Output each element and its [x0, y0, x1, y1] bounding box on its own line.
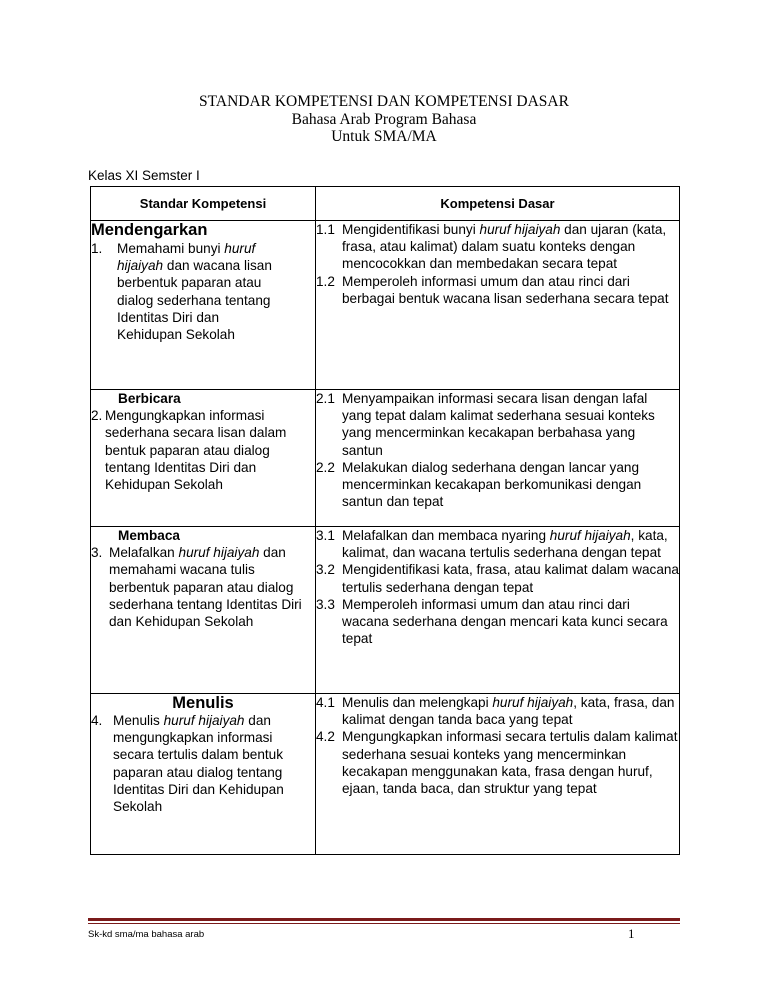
sk-text: Melafalkan huruf hijaiyah dan memahami wacana tulis berbentuk paparan atau dialog sederhana tentang Identitas Diri dan Kehidupan Sekolah: [109, 545, 302, 630]
kd-text: Mengidentifikasi bunyi huruf hijaiyah dan ujaran (kata, frasa, atau kalimat) dalam suatu konteks dengan mencocokkan dan membedakan secara tepat: [342, 222, 667, 272]
section-title: Berbicara: [118, 391, 181, 406]
kd-text: Menyampaikan informasi secara lisan dengan lafal yang tepat dalam kalimat sederhana sesuai konteks yang mencerminkan kecakapan berbahasa yang santun: [342, 391, 655, 458]
sk-text: Menulis huruf hijaiyah dan mengungkapkan informasi secara tertulis dalam bentuk paparan atau dialog tentang Identitas Diri dan Kehidupan Sekolah: [113, 713, 284, 815]
kompetensi-dasar-cell: [316, 694, 680, 855]
table-row: [91, 694, 680, 855]
title-line-3: Untuk SMA/MA: [331, 128, 437, 145]
standar-kompetensi-cell: [91, 390, 316, 527]
sk-text: Memahami bunyi huruf hijaiyah dan wacana lisan berbentuk paparan atau dialog sederhana tentang Identitas Diri dan Kehidupan Sekolah: [117, 241, 272, 343]
sk-item: [91, 407, 315, 493]
standar-kompetensi-cell: [91, 694, 316, 855]
kd-number: 3.3: [316, 596, 335, 612]
kd-item: [316, 390, 679, 459]
sk-text: Mengungkapkan informasi sederhana secara lisan dalam bentuk paparan atau dialog tentang Identitas Diri dan Kehidupan Sekolah: [105, 408, 287, 493]
title-line-2: Bahasa Arab Program Bahasa: [291, 110, 477, 128]
standar-kompetensi-cell: [91, 221, 316, 390]
kd-item: [316, 728, 679, 797]
sk-number: 2.: [91, 408, 103, 424]
kd-item: [316, 527, 679, 561]
document-title: [90, 93, 678, 146]
sk-number: 4.: [91, 713, 103, 728]
section-title: Menulis: [172, 694, 234, 712]
kd-text: Memperoleh informasi umum dan atau rinci dari wacana sederhana dengan mencari kata kunci secara tepat: [342, 596, 668, 647]
page-number: 1: [628, 926, 635, 941]
kd-item: [316, 459, 679, 511]
kd-item: [316, 694, 679, 728]
sk-item: [91, 240, 315, 343]
footer-document-name: Sk-kd sma/ma bahasa arab: [88, 929, 205, 940]
sk-number: 3.: [91, 545, 103, 561]
kd-number: 2.2: [316, 459, 335, 475]
competency-table: [90, 186, 680, 855]
kd-item: [316, 221, 679, 273]
kd-item: [316, 596, 679, 648]
table-row: [91, 527, 680, 694]
table-row: [91, 221, 680, 390]
kd-text: Memperoleh informasi umum dan atau rinci dari berbagai bentuk wacana lisan sederhana secara tepat: [342, 273, 669, 306]
kd-number: 3.2: [316, 562, 335, 578]
sk-number: 1.: [91, 241, 103, 256]
sk-item: [91, 712, 315, 815]
class-label: Kelas XI Semster I: [88, 168, 200, 183]
standar-kompetensi-cell: [91, 527, 316, 694]
header-standar-kompetensi: Standar Kompetensi: [91, 187, 316, 221]
table-header-row: [91, 187, 680, 221]
kd-number: 2.1: [316, 391, 335, 406]
kd-text: Melafalkan dan membaca nyaring huruf hijaiyah, kata, kalimat, dan wacana tertulis sederhana dengan tepat: [342, 528, 668, 561]
kd-text: Menulis dan melengkapi huruf hijaiyah, kata, frasa, dan kalimat dengan tanda baca yang tepat: [342, 695, 675, 728]
header-kompetensi-dasar: Kompetensi Dasar: [316, 187, 680, 221]
kompetensi-dasar-cell: [316, 390, 680, 527]
kd-number: 1.2: [316, 273, 335, 289]
kd-text: Mengungkapkan informasi secara tertulis dalam kalimat sederhana sesuai konteks yang mencerminkan kecakapan menggunakan kata, frasa dengan huruf, ejaan, tanda baca, dan struktur yang tepat: [342, 729, 678, 797]
kd-number: 4.1: [316, 695, 335, 710]
section-title: Mendengarkan: [91, 221, 208, 239]
kompetensi-dasar-cell: [316, 527, 680, 694]
table-row: [91, 390, 680, 527]
kd-text: Melakukan dialog sederhana dengan lancar yang mencerminkan kecakapan berkomunikasi dengan santun dan tepat: [342, 459, 642, 510]
footer-rule-thick: [88, 918, 680, 921]
kd-number: 1.1: [316, 222, 335, 237]
section-title: Membaca: [118, 528, 180, 543]
kd-item: [316, 273, 679, 307]
kd-item: [316, 561, 679, 595]
kompetensi-dasar-cell: [316, 221, 680, 390]
kd-number: 4.2: [316, 729, 335, 745]
sk-item: [91, 544, 315, 630]
title-line-1: STANDAR KOMPETENSI DAN KOMPETENSI DASAR: [199, 93, 569, 110]
kd-text: Mengidentifikasi kata, frasa, atau kalimat dalam wacana tertulis sederhana dengan tepat: [342, 562, 679, 595]
footer-rule-thin: [88, 923, 680, 924]
kd-number: 3.1: [316, 528, 335, 543]
